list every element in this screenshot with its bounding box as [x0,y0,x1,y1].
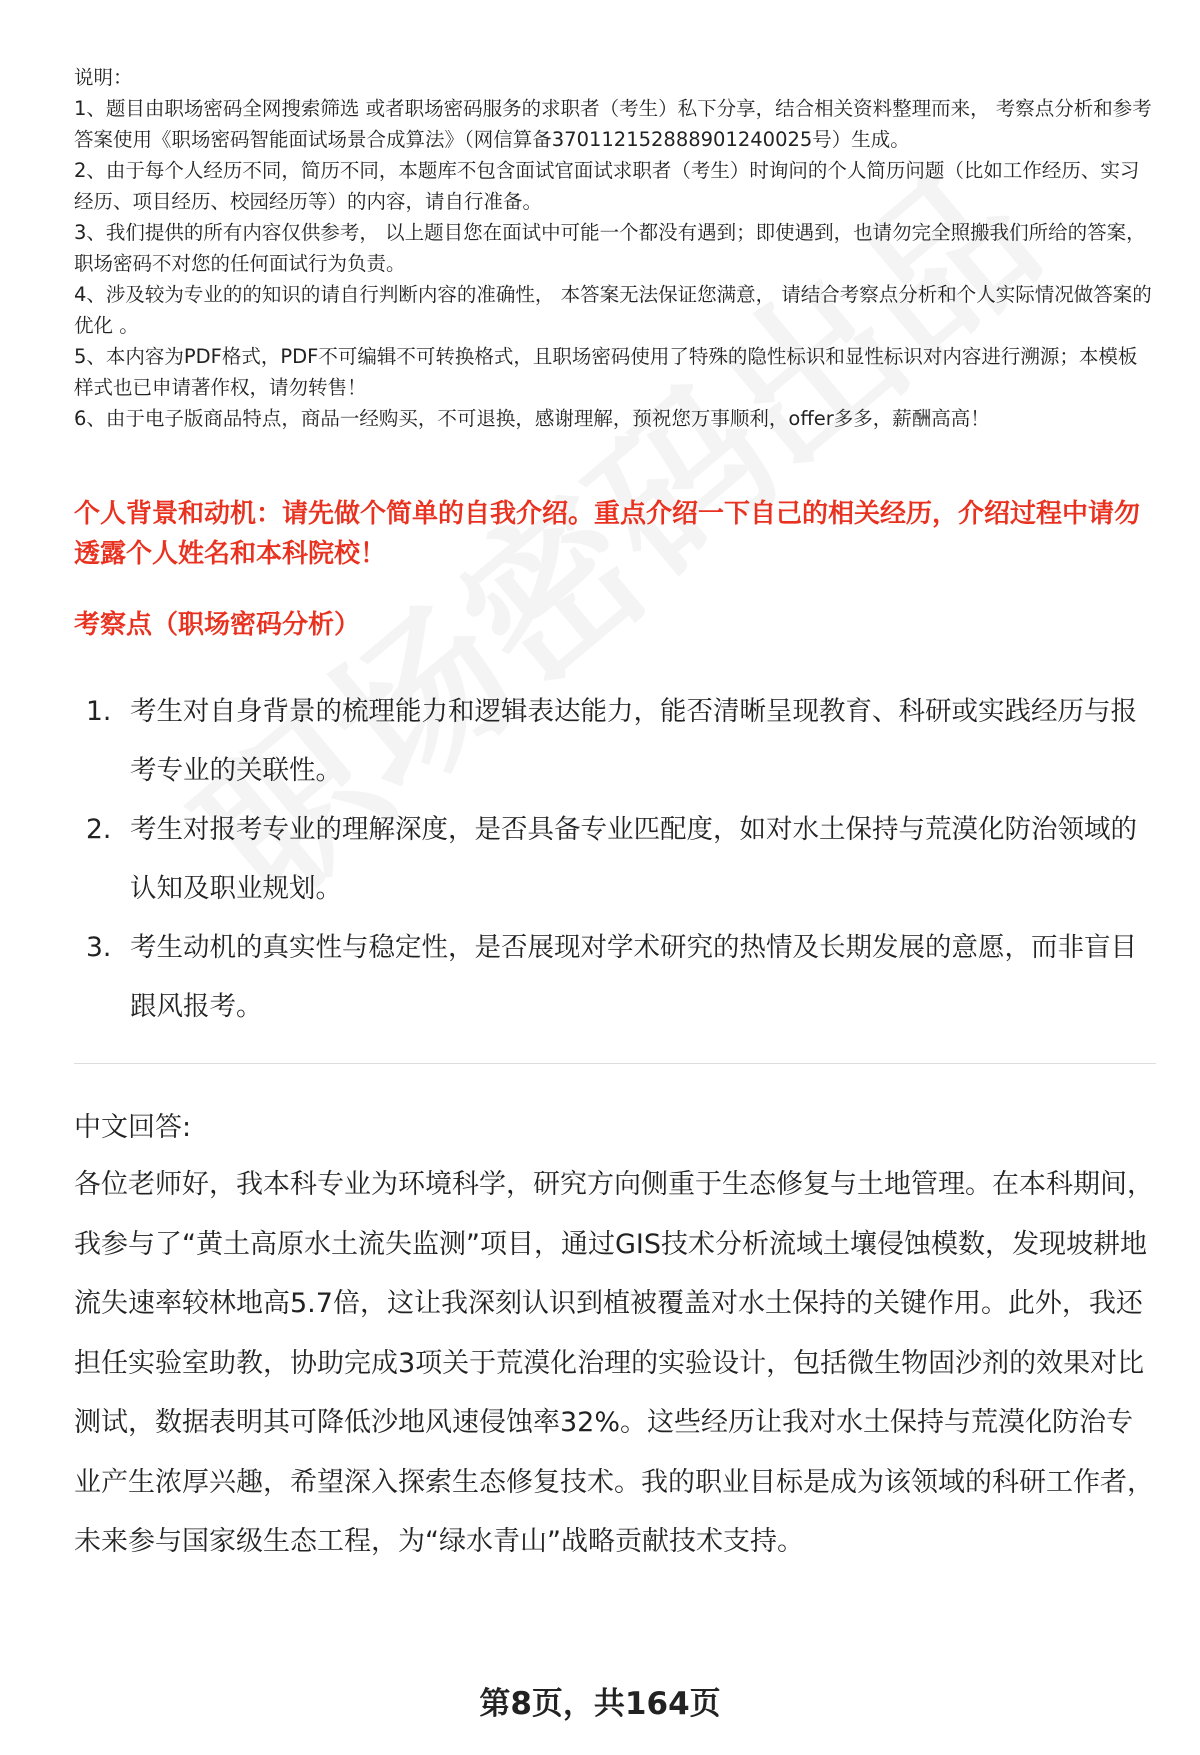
point-number: 1. [86,696,112,727]
note-item: 3、我们提供的所有内容仅供参考， 以上题目您在面试中可能一个都没有遇到；即使遇到，也请勿完全照搬我们所给的答案，职场密码不对您的任何面试行为负责。 [74,221,1146,275]
analysis-point [74,918,1154,1036]
analysis-point [74,682,1154,800]
point-number: 3. [86,932,112,963]
analysis-title: 考察点（职场密码分析） [74,610,361,640]
note-item: 5、本内容为PDF格式，PDF不可编辑不可转换格式，且职场密码使用了特殊的隐性标识和显性标识对内容进行溯源；本模板样式也已申请著作权，请勿转售！ [74,345,1138,399]
point-text: 考生对自身背景的梳理能力和逻辑表达能力，能否清晰呈现教育、科研或实践经历与报考专业的关联性。 [130,696,1137,786]
note-item: 2、由于每个人经历不同，简历不同，本题库不包含面试官面试求职者（考生）时询问的个人简历问题（比如工作经历、实习经历、项目经历、校园经历等）的内容，请自行准备。 [74,159,1140,213]
point-number: 2. [86,814,112,845]
section-divider [74,1063,1156,1064]
note-item: 4、涉及较为专业的的知识的请自行判断内容的准确性， 本答案无法保证您满意， 请结合考察点分析和个人实际情况做答案的优化 。 [74,283,1152,337]
analysis-point [74,800,1154,918]
disclaimer-notes [74,62,1154,434]
answer-text: 各位老师好，我本科专业为环境科学，研究方向侧重于生态修复与土地管理。在本科期间，我参与了“黄土高原水土流失监测”项目，通过GIS技术分析流域土壤侵蚀模数，发现坡耕地流失速率较林地高5.7倍，这让我深刻认识到植被覆盖对水土保持的关键作用。此外，我还担任实验室助教，协助完成3项关于荒漠化治理的实验设计，包括微生物固沙剂的效果对比测试，数据表明其可降低沙地风速侵蚀率32%。这些经历让我对水土保持与荒漠化防治专业产生浓厚兴趣，希望深入探索生态修复技术。我的职业目标是成为该领域的科研工作者，未来参与国家级生态工程，为“绿水青山”战略贡献技术支持。 [74,1169,1154,1557]
notes-title: 说明： [74,66,133,89]
answer-label: 中文回答: [74,1112,192,1143]
question-heading: 个人背景和动机：请先做个简单的自我介绍。重点介绍一下自己的相关经历，介绍过程中请勿透露个人姓名和本科院校！ [74,499,1141,569]
note-item: 1、题目由职场密码全网搜索筛选 或者职场密码服务的求职者（考生）私下分享，结合相关资料整理而来， 考察点分析和参考答案使用《职场密码智能面试场景合成算法》（网信算备370112152888901240025号）生成。 [74,97,1152,151]
page-footer: 第8页，共164页 [479,1686,721,1722]
note-item: 6、由于电子版商品特点，商品一经购买，不可退换，感谢理解，预祝您万事顺利，offer多多，薪酬高高！ [74,407,990,430]
analysis-points [74,682,1154,1036]
point-text: 考生动机的真实性与稳定性，是否展现对学术研究的热情及长期发展的意愿，而非盲目跟风报考。 [130,932,1137,1022]
point-text: 考生对报考专业的理解深度，是否具备专业匹配度，如对水土保持与荒漠化防治领域的认知及职业规划。 [130,814,1137,904]
